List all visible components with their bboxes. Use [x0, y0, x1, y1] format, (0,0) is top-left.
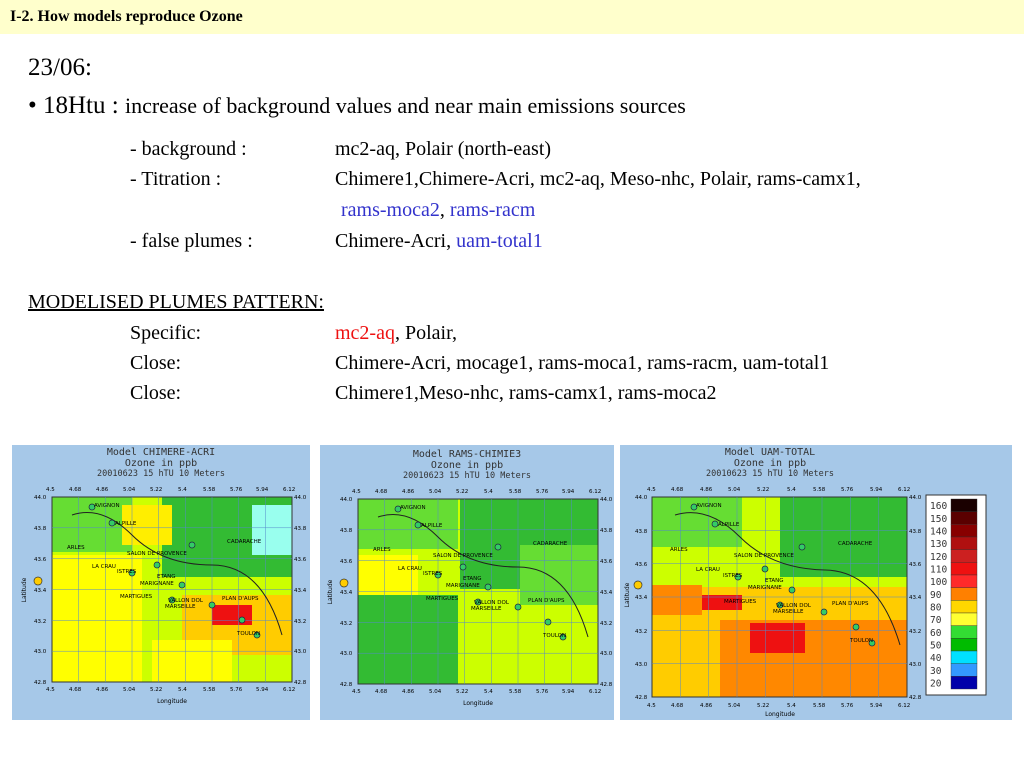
svg-text:44.0: 44.0: [600, 497, 613, 503]
legend-swatch: [951, 626, 977, 639]
svg-text:TOULON: TOULON: [237, 631, 261, 637]
page-title: I-2. How models reproduce Ozone: [10, 8, 243, 25]
svg-text:5.4: 5.4: [484, 489, 493, 495]
svg-text:44.0: 44.0: [340, 497, 353, 503]
plumes-row-rest: , Polair,: [394, 322, 457, 344]
map-subtitle: Ozone in ppb: [733, 458, 807, 469]
svg-text:42.8: 42.8: [294, 680, 307, 686]
svg-text:PLAN D'AUPS: PLAN D'AUPS: [528, 598, 565, 604]
svg-text:43.4: 43.4: [635, 595, 648, 601]
x-axis-label: Longitude: [157, 698, 187, 705]
legend-label: 140: [930, 526, 948, 538]
outside-marker: [34, 577, 42, 585]
svg-text:43.0: 43.0: [34, 649, 47, 655]
svg-text:4.5: 4.5: [647, 487, 656, 493]
svg-text:4.68: 4.68: [69, 687, 82, 693]
legend-swatch: [951, 537, 977, 550]
svg-text:4.86: 4.86: [402, 489, 415, 495]
svg-text:43.6: 43.6: [340, 559, 353, 565]
svg-text:5.04: 5.04: [429, 489, 442, 495]
svg-text:5.4: 5.4: [178, 687, 187, 693]
item-value: Chimere1,Chimere-Acri, mc2-aq, Meso-nhc, Polair, rams-camx1,: [335, 168, 861, 190]
svg-text:5.94: 5.94: [256, 687, 269, 693]
svg-text:MARSEILLE: MARSEILLE: [773, 609, 804, 615]
svg-text:5.76: 5.76: [230, 487, 243, 493]
svg-text:43.4: 43.4: [294, 588, 307, 594]
legend-swatch: [951, 664, 977, 677]
svg-text:44.0: 44.0: [34, 495, 47, 501]
legend-label: 20: [930, 678, 942, 690]
svg-text:AVIGNON: AVIGNON: [696, 503, 722, 509]
map-meta: 20010623 15 hTU 10 Meters: [403, 471, 531, 481]
svg-text:AVIGNON: AVIGNON: [94, 503, 120, 509]
svg-text:MARSEILLE: MARSEILLE: [165, 604, 196, 610]
svg-text:6.12: 6.12: [898, 703, 911, 709]
svg-text:4.5: 4.5: [352, 689, 361, 695]
legend-swatch: [951, 524, 977, 537]
svg-text:43.0: 43.0: [600, 651, 613, 657]
svg-text:5.04: 5.04: [728, 487, 741, 493]
item-label: - Titration :: [130, 168, 222, 190]
svg-text:VALLON DOL: VALLON DOL: [776, 603, 811, 609]
svg-text:CADARACHE: CADARACHE: [838, 541, 873, 547]
svg-text:ISTRES: ISTRES: [723, 573, 743, 579]
legend-label: 110: [930, 564, 948, 576]
svg-text:5.04: 5.04: [429, 689, 442, 695]
bullet-lead: • 18Htu :: [28, 92, 125, 119]
bullet-text: increase of background values and near main emissions sources: [124, 93, 686, 118]
model-rams-moca2: rams-moca2: [341, 199, 440, 221]
svg-text:LA CRAU: LA CRAU: [696, 567, 720, 573]
svg-text:43.4: 43.4: [909, 595, 922, 601]
svg-text:PLAN D'AUPS: PLAN D'AUPS: [832, 601, 869, 607]
svg-text:42.8: 42.8: [600, 682, 613, 688]
svg-text:4.5: 4.5: [352, 489, 361, 495]
svg-text:MARIGNANE: MARIGNANE: [748, 585, 782, 591]
legend-label: 90: [930, 589, 942, 601]
svg-text:43.0: 43.0: [909, 662, 922, 668]
svg-text:MARTIGUES: MARTIGUES: [120, 594, 153, 600]
svg-text:ISTRES: ISTRES: [423, 571, 443, 577]
model-chimere-acri: Chimere-Acri,: [335, 230, 457, 252]
plumes-row-value: Chimere1,Meso-nhc, rams-camx1, rams-moca2: [335, 382, 717, 404]
bullet-line: [28, 92, 686, 120]
svg-text:5.4: 5.4: [787, 487, 796, 493]
svg-text:43.8: 43.8: [635, 529, 648, 535]
svg-text:CADARACHE: CADARACHE: [533, 541, 568, 547]
map-subtitle: Ozone in ppb: [124, 458, 198, 469]
svg-text:ARLES: ARLES: [670, 547, 688, 553]
svg-text:5.76: 5.76: [536, 489, 549, 495]
map-title: Model UAM-TOTAL: [724, 447, 816, 458]
svg-text:5.76: 5.76: [841, 703, 854, 709]
svg-text:5.22: 5.22: [757, 487, 770, 493]
svg-text:44.0: 44.0: [294, 495, 307, 501]
svg-text:5.04: 5.04: [123, 687, 136, 693]
plumes-row-value: [335, 322, 457, 345]
svg-text:AVIGNON: AVIGNON: [400, 505, 426, 511]
svg-text:43.0: 43.0: [294, 649, 307, 655]
svg-text:6.12: 6.12: [283, 687, 296, 693]
svg-text:LA CRAU: LA CRAU: [398, 566, 422, 572]
svg-text:43.2: 43.2: [909, 629, 922, 635]
svg-text:5.76: 5.76: [230, 687, 243, 693]
svg-text:43.0: 43.0: [340, 651, 353, 657]
svg-text:4.86: 4.86: [96, 487, 109, 493]
svg-text:4.5: 4.5: [647, 703, 656, 709]
svg-text:4.86: 4.86: [402, 689, 415, 695]
y-axis-label: Latitude: [21, 577, 28, 603]
legend-swatch: [951, 651, 977, 664]
x-axis-label: Longitude: [765, 711, 795, 718]
svg-text:ETANG: ETANG: [463, 576, 482, 582]
outside-marker: [634, 581, 642, 589]
svg-text:5.04: 5.04: [728, 703, 741, 709]
svg-text:44.0: 44.0: [909, 495, 922, 501]
svg-text:43.6: 43.6: [294, 557, 307, 563]
item-label: - background :: [130, 138, 247, 160]
svg-text:ALPILLE: ALPILLE: [115, 521, 137, 527]
model-uam-total1: uam-total1: [456, 230, 543, 252]
svg-text:42.8: 42.8: [909, 695, 922, 701]
svg-text:43.6: 43.6: [909, 562, 922, 568]
svg-text:LA CRAU: LA CRAU: [92, 564, 116, 570]
svg-text:5.94: 5.94: [256, 487, 269, 493]
svg-text:5.76: 5.76: [536, 689, 549, 695]
plumes-row-label: Specific:: [130, 322, 202, 344]
map-chimere-acri: [12, 445, 310, 720]
legend-swatch: [951, 588, 977, 601]
svg-text:MARSEILLE: MARSEILLE: [471, 606, 502, 612]
svg-text:TOULON: TOULON: [850, 638, 874, 644]
plumes-row-label: Close:: [130, 352, 182, 374]
date-heading: 23/06:: [28, 54, 92, 81]
plumes-row-value: Chimere-Acri, mocage1, rams-moca1, rams-racm, uam-total1: [335, 352, 830, 374]
model-mc2-aq: mc2-aq: [335, 322, 395, 344]
svg-text:ETANG: ETANG: [765, 578, 784, 584]
svg-text:TOULON: TOULON: [543, 633, 567, 639]
svg-text:5.58: 5.58: [203, 687, 216, 693]
svg-text:4.68: 4.68: [671, 703, 684, 709]
y-axis-label: Latitude: [327, 579, 334, 605]
svg-text:5.94: 5.94: [870, 487, 883, 493]
legend-label: 70: [930, 615, 942, 627]
svg-text:5.58: 5.58: [813, 703, 826, 709]
svg-text:5.4: 5.4: [178, 487, 187, 493]
legend-swatch: [951, 512, 977, 525]
legend-swatch: [951, 499, 977, 512]
legend-swatch: [951, 550, 977, 563]
svg-text:4.86: 4.86: [700, 703, 713, 709]
plumes-row-label: Close:: [130, 382, 182, 404]
legend-label: 80: [930, 602, 942, 614]
legend-label: 160: [930, 501, 948, 513]
item-label: - false plumes :: [130, 230, 253, 252]
legend-swatch: [951, 676, 977, 689]
svg-text:43.4: 43.4: [34, 588, 47, 594]
svg-text:5.58: 5.58: [509, 689, 522, 695]
legend-swatch: [951, 562, 977, 575]
svg-text:5.4: 5.4: [484, 689, 493, 695]
map-meta: 20010623 15 hTU 10 Meters: [706, 469, 834, 479]
svg-text:PLAN D'AUPS: PLAN D'AUPS: [222, 596, 259, 602]
svg-text:4.68: 4.68: [69, 487, 82, 493]
svg-text:5.04: 5.04: [123, 487, 136, 493]
legend-label: 100: [930, 577, 948, 589]
svg-text:43.8: 43.8: [34, 526, 47, 532]
svg-text:4.68: 4.68: [375, 489, 388, 495]
x-axis-label: Longitude: [463, 700, 493, 707]
svg-text:43.2: 43.2: [294, 619, 307, 625]
svg-text:43.4: 43.4: [340, 590, 353, 596]
legend-label: 130: [930, 539, 948, 551]
header-bar: [0, 0, 1024, 34]
plumes-heading: MODELISED PLUMES PATTERN:: [28, 291, 324, 313]
svg-text:ISTRES: ISTRES: [117, 569, 137, 575]
legend-swatch: [951, 613, 977, 626]
svg-text:43.2: 43.2: [34, 619, 47, 625]
svg-text:5.22: 5.22: [456, 489, 469, 495]
svg-text:4.68: 4.68: [671, 487, 684, 493]
svg-text:43.2: 43.2: [635, 629, 648, 635]
svg-text:4.86: 4.86: [700, 487, 713, 493]
svg-text:43.0: 43.0: [635, 662, 648, 668]
svg-text:SALON DE PROVENCE: SALON DE PROVENCE: [127, 551, 187, 557]
svg-text:43.6: 43.6: [34, 557, 47, 563]
svg-text:6.12: 6.12: [898, 487, 911, 493]
legend-swatches: [951, 499, 977, 689]
legend-swatch: [951, 600, 977, 613]
svg-text:43.2: 43.2: [340, 621, 353, 627]
svg-text:5.4: 5.4: [787, 703, 796, 709]
map-title: Model CHIMERE-ACRI: [106, 447, 216, 458]
svg-text:43.6: 43.6: [600, 559, 613, 565]
svg-text:5.76: 5.76: [841, 487, 854, 493]
legend-label: 50: [930, 640, 942, 652]
svg-text:6.12: 6.12: [589, 489, 602, 495]
item-continuation: [341, 199, 535, 222]
svg-text:4.68: 4.68: [375, 689, 388, 695]
svg-text:ARLES: ARLES: [67, 545, 85, 551]
svg-text:ETANG: ETANG: [157, 574, 176, 580]
svg-text:MARTIGUES: MARTIGUES: [426, 596, 459, 602]
svg-text:5.94: 5.94: [870, 703, 883, 709]
svg-text:5.94: 5.94: [562, 489, 575, 495]
svg-text:43.6: 43.6: [635, 562, 648, 568]
map-meta: 20010623 15 hTU 10 Meters: [97, 469, 225, 479]
legend-label: 120: [930, 551, 948, 563]
svg-text:ARLES: ARLES: [373, 547, 391, 553]
model-rams-racm: rams-racm: [449, 199, 536, 221]
svg-text:44.0: 44.0: [635, 495, 648, 501]
svg-text:4.86: 4.86: [96, 687, 109, 693]
svg-text:43.8: 43.8: [340, 528, 353, 534]
legend-label: 40: [930, 653, 942, 665]
svg-text:42.8: 42.8: [635, 695, 648, 701]
svg-text:43.2: 43.2: [600, 621, 613, 627]
map-subtitle: Ozone in ppb: [430, 460, 504, 471]
svg-text:42.8: 42.8: [340, 682, 353, 688]
item-value: [335, 230, 543, 253]
item-value: mc2-aq, Polair (north-east): [335, 138, 552, 160]
svg-text:5.22: 5.22: [150, 687, 163, 693]
svg-text:MARIGNANE: MARIGNANE: [140, 581, 174, 587]
legend-swatch: [951, 575, 977, 588]
map-title: Model RAMS-CHIMIE3: [412, 449, 522, 460]
svg-text:VALLON DOL: VALLON DOL: [168, 598, 203, 604]
svg-text:VALLON DOL: VALLON DOL: [474, 600, 509, 606]
separator: ,: [439, 199, 450, 221]
color-legend: [926, 495, 986, 695]
svg-text:6.12: 6.12: [589, 689, 602, 695]
svg-text:SALON DE PROVENCE: SALON DE PROVENCE: [433, 553, 493, 559]
svg-text:5.22: 5.22: [456, 689, 469, 695]
map-rams-chimie3: [320, 445, 614, 720]
svg-text:4.5: 4.5: [46, 487, 55, 493]
svg-text:6.12: 6.12: [283, 487, 296, 493]
svg-text:5.94: 5.94: [562, 689, 575, 695]
svg-text:43.8: 43.8: [294, 526, 307, 532]
svg-text:42.8: 42.8: [34, 680, 47, 686]
svg-text:5.58: 5.58: [813, 487, 826, 493]
svg-text:5.58: 5.58: [203, 487, 216, 493]
svg-text:5.58: 5.58: [509, 489, 522, 495]
svg-text:43.8: 43.8: [909, 529, 922, 535]
svg-text:MARTIGUES: MARTIGUES: [724, 599, 757, 605]
legend-label: 60: [930, 627, 942, 639]
svg-text:ALPILLE: ALPILLE: [421, 523, 443, 529]
svg-text:CADARACHE: CADARACHE: [227, 539, 262, 545]
legend-label: 30: [930, 665, 942, 677]
y-axis-label: Latitude: [624, 582, 631, 608]
svg-text:SALON DE PROVENCE: SALON DE PROVENCE: [734, 553, 794, 559]
map-uam-total: [620, 445, 1012, 720]
svg-text:5.22: 5.22: [757, 703, 770, 709]
svg-text:4.5: 4.5: [46, 687, 55, 693]
svg-text:5.22: 5.22: [150, 487, 163, 493]
svg-text:MARIGNANE: MARIGNANE: [446, 583, 480, 589]
legend-swatch: [951, 638, 977, 651]
svg-text:ALPILLE: ALPILLE: [718, 522, 740, 528]
outside-marker: [340, 579, 348, 587]
svg-text:43.8: 43.8: [600, 528, 613, 534]
svg-text:43.4: 43.4: [600, 590, 613, 596]
legend-label: 150: [930, 513, 948, 525]
